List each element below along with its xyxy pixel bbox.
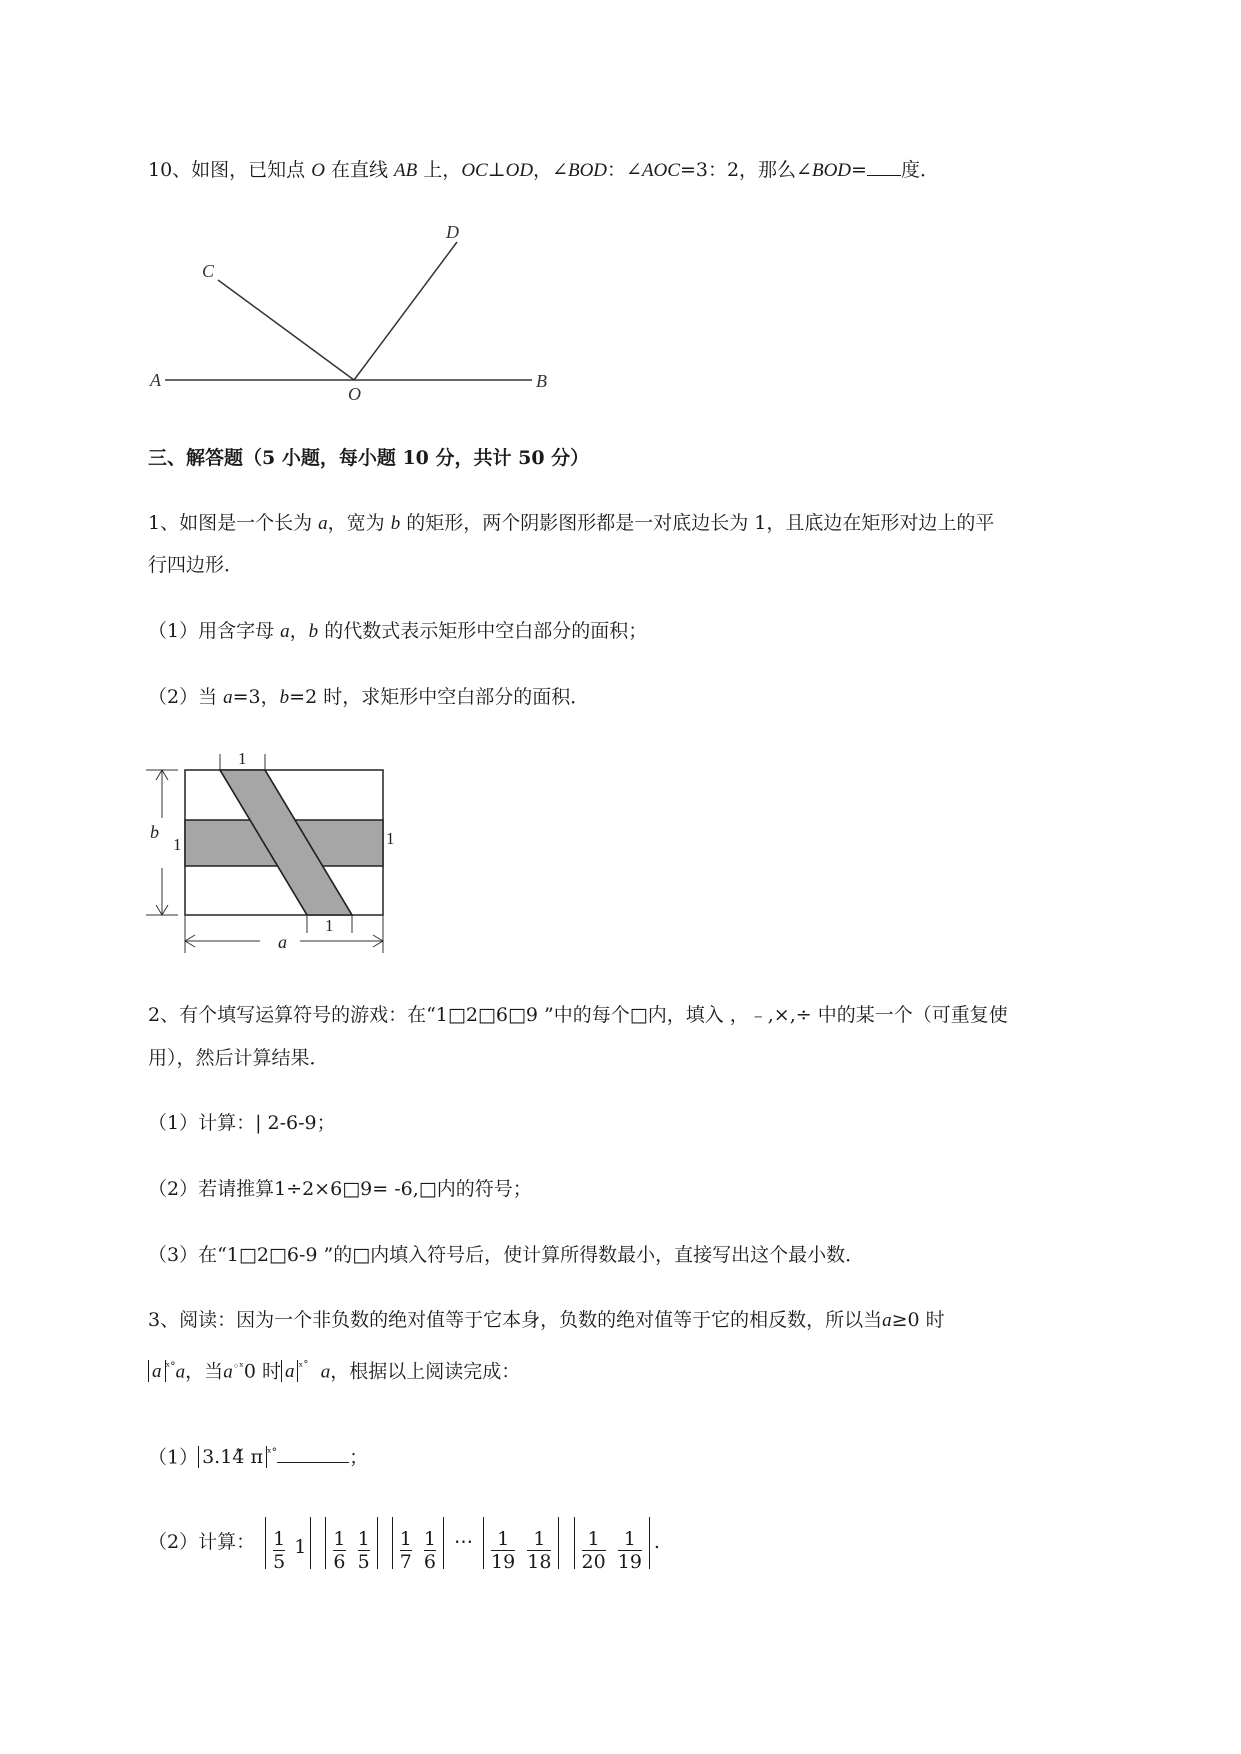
label-C: C [202,261,215,281]
q1-line2: 行四边形． [148,554,244,576]
q2-part1: （1）计算：| 2-6-9； [148,1112,336,1134]
q1-line1: 1、如图是一个长为 a，宽为 b 的矩形，两个阴影图形都是一对底边长为 1，且底边在矩形对边上的平 [148,512,995,534]
label-right-1: 1 [386,829,395,848]
q2-part3: （3）在“1□2□6-9 ”的□内填入符号后，使计算所得数最小，直接写出这个最小数． [148,1244,865,1266]
abs-term-3: $\frac{1}{7}$ $\frac{1}{6}$ [392,1517,444,1569]
label-B: B [536,371,547,391]
q2-part2: （2）若请推算1÷2×6□9= -6,□内的符号； [148,1178,532,1200]
label-bottom-1: 1 [325,916,334,935]
ellipsis: ⋯ [453,1531,473,1553]
q1-part2: （2）当 a=3，b=2 时，求矩形中空白部分的面积． [148,686,590,708]
q2-line1: 2、有个填写运算符号的游戏：在“1□2□6□9 ”中的每个□内，填入 ，﹣,×,÷ 中的某一个（可重复使 [148,1004,1008,1026]
answer-blank[interactable] [277,1444,349,1463]
label-b: b [150,822,159,842]
label-a: a [278,932,287,952]
section-title: 三、解答题（5 小题，每小题 10 分，共计 50 分） [148,447,590,469]
label-A: A [150,370,161,390]
q3-line2: a $^{ˣ^\circ}$a，当$a^{◦ˣ}0$ 时 a $^{ˣ˚}$ a，根据以上阅读完成： [148,1352,520,1387]
q2-line2: 用），然后计算结果． [148,1047,329,1069]
abs-term-4: $\frac{1}{19}$ $\frac{1}{18}$ [483,1517,559,1569]
label-O: O [348,384,361,400]
q3-part1: （1） 3.14̃ π $^{ˣ^\circ}$ ； [148,1446,369,1469]
abs-term-5: $\frac{1}{20}$ $\frac{1}{19}$ [574,1517,650,1569]
abs-term-2: $\frac{1}{6}$ $\frac{1}{5}$ [325,1517,377,1569]
label-top-1: 1 [238,749,247,768]
label-D: D [446,222,459,242]
angle-figure [140,220,560,400]
label-left-1: 1 [173,835,182,854]
q3-part2: （2）计算： $\frac{1}{5}$ 1 $\frac{1}{6}$ $\frac{1}{5}$ $\frac{1}{7}$ $\frac{1}{6}$ ⋯ $\frac{1}{19}$ $\frac{1}{18}$ $\frac{1}{20}$ $\frac{1}{19}$ . [148,1512,660,1572]
abs-term-1: $\frac{1}{5}$ 1 [265,1517,311,1569]
rectangle-figure [140,748,410,958]
q1-part1: （1）用含字母 a，b 的代数式表示矩形中空白部分的面积； [148,620,648,642]
answer-blank[interactable] [867,157,901,176]
q3-line1: 3、阅读：因为一个非负数的绝对值等于它本身，负数的绝对值等于它的相反数，所以当a≥0 时 [148,1309,945,1331]
q10-text: 10、如图，已知点 O 在直线 AB 上，OC⊥OD，∠BOD：∠AOC=3：2，那么∠BOD= 度． [148,159,939,181]
